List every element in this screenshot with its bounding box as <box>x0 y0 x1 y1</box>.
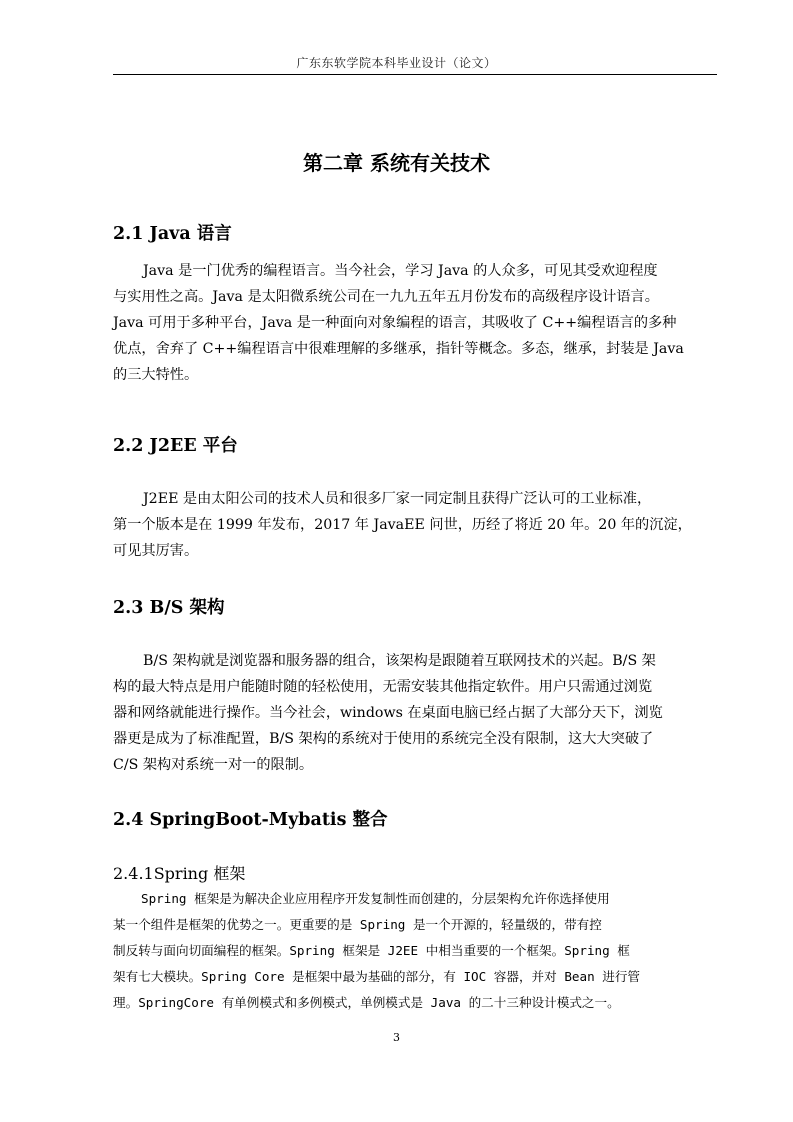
paragraph-java <box>113 258 717 388</box>
header-divider <box>113 74 717 75</box>
paragraph-line: C/S 架构对系统一对一的限制。 <box>113 757 314 773</box>
section-heading-j2ee: 2.2 J2EE 平台 <box>113 436 238 456</box>
section-heading-bs: 2.3 B/S 架构 <box>113 598 225 618</box>
chapter-title: 第二章 系统有关技术 <box>303 151 490 175</box>
paragraph-line: 理。SpringCore 有单例模式和多例模式，单例模式是 Java 的二十三种设计模式之一。 <box>113 995 620 1010</box>
paragraph-line: 架有七大模块。Spring Core 是框架中最为基础的部分，有 IOC 容器，并对 Bean 进行管 <box>113 969 641 984</box>
paragraph-line: 的三大特性。 <box>113 367 199 383</box>
paragraph-line: 构的最大特点是用户能随时随的轻松使用，无需安装其他指定软件。用户只需通过浏览 <box>113 679 653 695</box>
paragraph-line: 可见其厉害。 <box>113 543 199 559</box>
paragraph-line: 优点，舍弃了 C++编程语言中很难理解的多继承，指针等概念。多态，继承，封装是 Java <box>113 341 684 357</box>
paragraph-line: 某一个组件是框架的优势之一。更重要的是 Spring 是一个开源的，轻量级的，带有控 <box>113 917 602 932</box>
paragraph-line: B/S 架构就是浏览器和服务器的组合，该架构是跟随着互联网技术的兴起。B/S 架 <box>143 653 656 669</box>
paragraph-line: 器更是成为了标准配置，B/S 架构的系统对于使用的系统完全没有限制，这大大突破了 <box>113 731 654 747</box>
paragraph-line: 制反转与面向切面编程的框架。Spring 框架是 J2EE 中相当重要的一个框架。Spring 框 <box>113 943 630 958</box>
subsection-heading-spring: 2.4.1Spring 框架 <box>113 864 246 883</box>
running-header: 广东东软学院本科毕业设计（论文） <box>296 56 497 70</box>
paragraph-spring <box>113 886 717 1016</box>
paragraph-line: Java 是一门优秀的编程语言。当今社会，学习 Java 的人众多，可见其受欢迎程度 <box>143 263 658 279</box>
section-heading-java: 2.1 Java 语言 <box>113 224 232 244</box>
paragraph-j2ee <box>113 486 717 564</box>
paragraph-line: 第一个版本是在 1999 年发布，2017 年 JavaEE 问世，历经了将近 20 年。20 年的沉淀， <box>113 517 692 533</box>
paragraph-line: 与实用性之高。Java 是太阳微系统公司在一九九五年五月份发布的高级程序设计语言。 <box>113 289 659 305</box>
paragraph-line: 器和网络就能进行操作。当今社会，windows 在桌面电脑已经占据了大部分天下，浏览 <box>113 705 663 721</box>
paragraph-bs <box>113 648 717 778</box>
paragraph-line: Spring 框架是为解决企业应用程序开发复制性而创建的，分层架构允许你选择使用 <box>141 891 610 906</box>
section-heading-springboot-mybatis: 2.4 SpringBoot-Mybatis 整合 <box>113 810 388 830</box>
paragraph-line: J2EE 是由太阳公司的技术人员和很多厂家一同定制且获得广泛认可的工业标准， <box>143 491 652 507</box>
page-number: 3 <box>393 1031 400 1044</box>
paragraph-line: Java 可用于多种平台，Java 是一种面向对象编程的语言，其吸收了 C++编程语言的多种 <box>113 315 677 331</box>
